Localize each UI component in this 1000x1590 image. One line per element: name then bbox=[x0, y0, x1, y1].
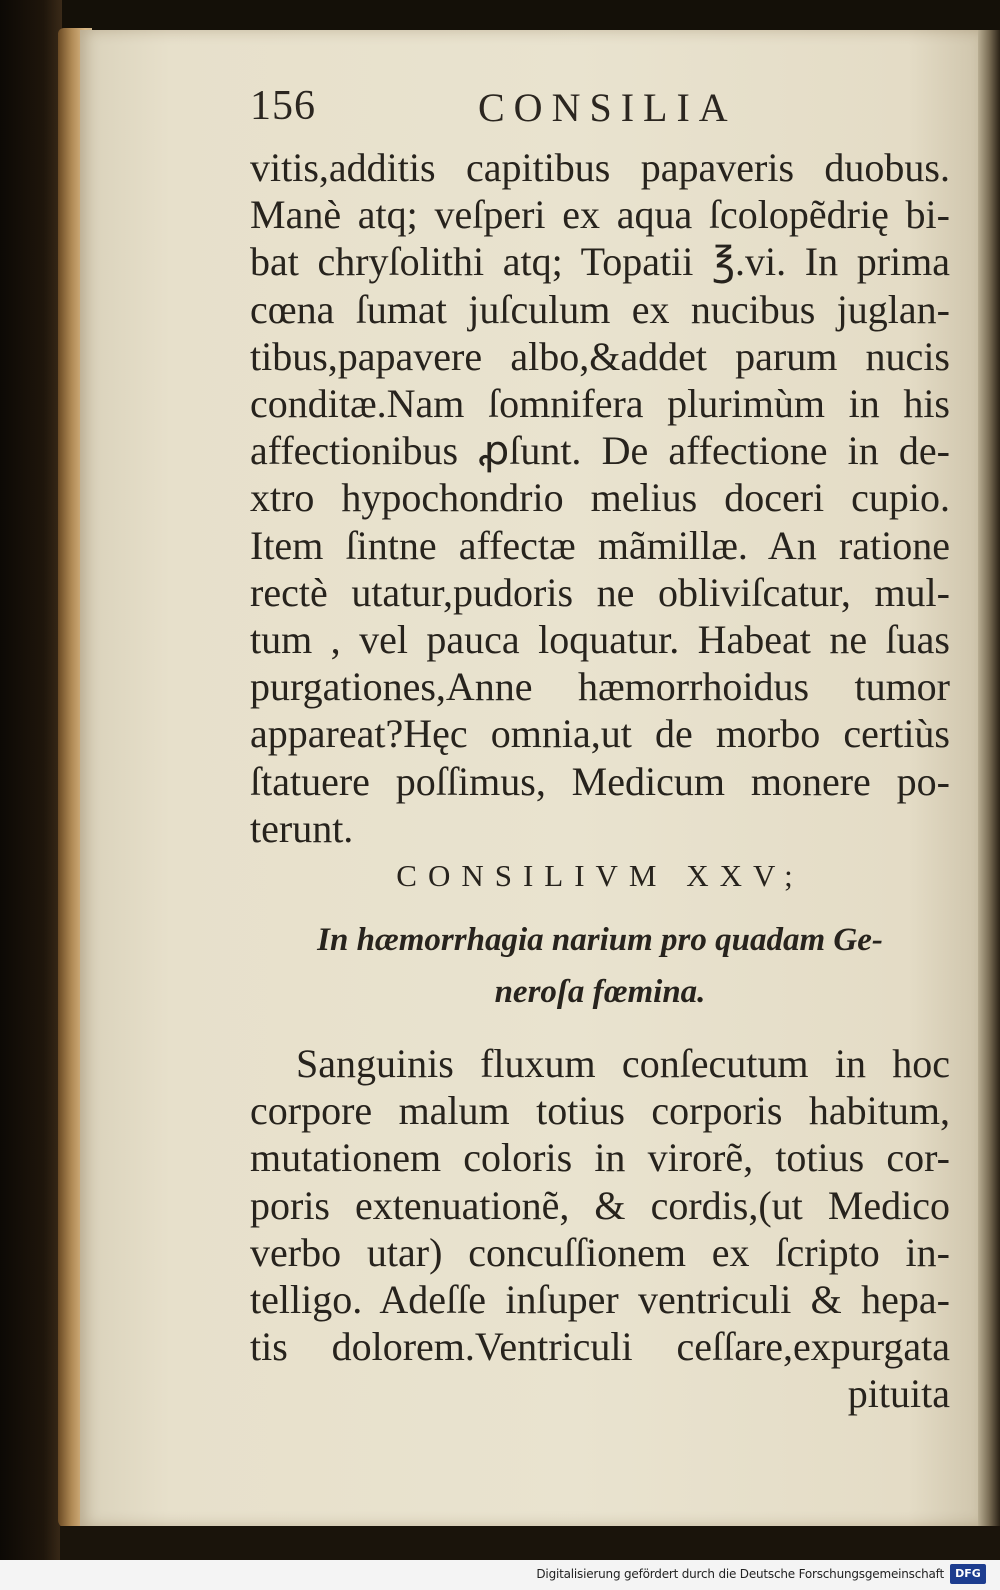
book-bottom-edge bbox=[60, 1526, 1000, 1560]
text-line: tum , vel pauca loquatur. Habeat ne ſuas bbox=[250, 617, 950, 663]
catchword: pituita bbox=[847, 1371, 950, 1417]
body-text-bottom bbox=[250, 1040, 950, 1418]
page-number: 156 bbox=[250, 83, 316, 129]
text-line: tibus,papavere albo,&addet parum nucis bbox=[250, 333, 950, 379]
footer-bar bbox=[0, 1560, 1000, 1590]
book-left-edge bbox=[0, 0, 62, 1590]
text-line: bat chryſolithi atq; Topatii ℥.vi. In prima bbox=[250, 239, 950, 285]
footer-credit: Digitalisierung gefördert durch die Deutsche Forschungsgemeinschaft bbox=[536, 1567, 944, 1581]
book-right-edge bbox=[978, 30, 1000, 1526]
text-line: verbo utar) concuſſionem ex ſcripto in- bbox=[250, 1229, 950, 1275]
subheading-line: neroſa fœmina. bbox=[494, 974, 706, 1010]
text-line: cœna ſumat juſculum ex nucibus juglan- bbox=[250, 286, 950, 332]
dfg-logo-icon: DFG bbox=[950, 1564, 986, 1584]
body-text-top bbox=[250, 144, 950, 852]
text-line: affectionibus ꝓſunt. De affectione in de- bbox=[250, 428, 950, 474]
subheading-line: In hæmorrhagia narium pro quadam Ge- bbox=[317, 922, 883, 958]
text-line: terunt. bbox=[250, 805, 354, 851]
text-line: Sanguinis fluxum conſecutum in hoc bbox=[296, 1041, 950, 1086]
text-line: appareat?Hęc omnia,ut de morbo certiùs bbox=[250, 711, 950, 757]
text-line: ſtatuere poſſimus, Medicum monere po- bbox=[250, 758, 950, 804]
text-line: poris extenuationẽ, & cordis,(ut Medico bbox=[250, 1182, 950, 1228]
text-line: telligo. Adeſſe inſuper ventriculi & hepa- bbox=[250, 1277, 950, 1323]
text-line: conditæ.Nam ſomnifera plurimùm in his bbox=[250, 381, 950, 427]
text-line: tis dolorem.Ventriculi ceſſare,expurgata bbox=[250, 1324, 950, 1370]
text-line: vitis,additis capitibus papaveris duobus. bbox=[250, 145, 950, 190]
text-line: rectè utatur,pudoris ne obliviſcatur, mul- bbox=[250, 569, 950, 615]
text-line: Item ſintne affectæ mãmillæ. An ratione bbox=[250, 522, 950, 568]
section-subheading bbox=[250, 914, 950, 1018]
text-line: purgationes,Anne hæmorrhoidus tumor bbox=[250, 664, 950, 710]
text-line: mutationem coloris in virorẽ, totius cor- bbox=[250, 1135, 950, 1181]
running-title: CONSILIA bbox=[478, 85, 737, 130]
text-line: corpore malum totius corporis habitum, bbox=[250, 1088, 950, 1134]
page-header bbox=[250, 82, 950, 132]
text-line: xtro hypochondrio melius doceri cupio. bbox=[250, 475, 950, 521]
text-line: Manè atq; veſperi ex aqua ſcolopẽdrię bi- bbox=[250, 192, 950, 238]
section-heading: CONSILIVM XXV; bbox=[396, 858, 804, 893]
